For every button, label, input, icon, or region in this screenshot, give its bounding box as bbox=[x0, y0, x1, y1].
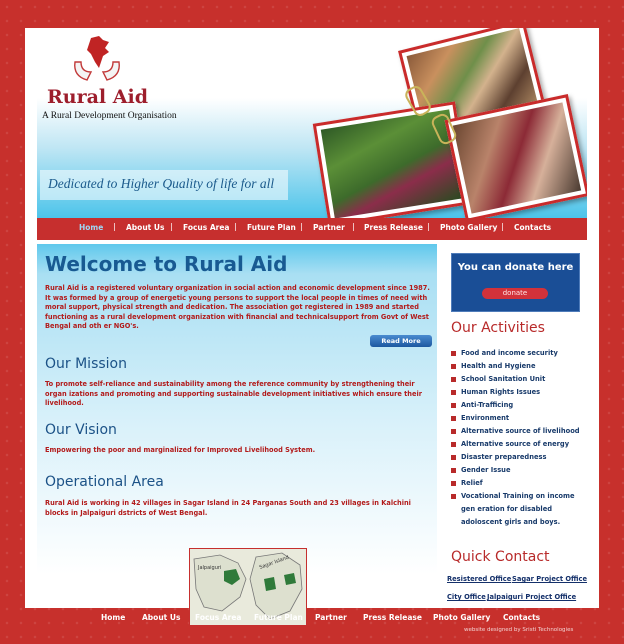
brand-subtitle: A Rural Development Organisation bbox=[42, 111, 177, 121]
tagline: Dedicated to Higher Quality of life for all bbox=[48, 176, 275, 191]
activity-item[interactable] bbox=[451, 490, 585, 529]
activity-label: Gender Issue bbox=[461, 466, 511, 474]
bullet-icon bbox=[451, 455, 456, 460]
nav-separator: | bbox=[352, 222, 355, 231]
vision-text: Empowering the poor and marginalized for Improved Livelihood System. bbox=[45, 446, 316, 454]
bullet-icon bbox=[451, 429, 456, 434]
activity-label: Human Rights Issues bbox=[461, 388, 541, 396]
city-office-link[interactable]: City Office bbox=[447, 593, 486, 601]
mission-text: To promote self-reliance and sustainability among the reference community by strengthening their organ izations and promoting and supporting sustainable development initiatives which ensure their livelihood. bbox=[45, 380, 422, 408]
vision-title: Our Vision bbox=[45, 422, 117, 438]
tagline-banner bbox=[40, 170, 288, 200]
activity-item[interactable] bbox=[451, 477, 585, 490]
sidebar bbox=[445, 244, 587, 608]
activity-label: Anti-Trafficing bbox=[461, 401, 514, 409]
activity-item[interactable] bbox=[451, 386, 585, 399]
main-content bbox=[37, 244, 437, 608]
brand-title[interactable]: Rural Aid bbox=[47, 86, 149, 108]
activity-label: Food and income security bbox=[461, 349, 558, 357]
designer-credit: website designed by Sristi Technologies bbox=[464, 627, 574, 633]
sagar-project-office-link[interactable]: Sagar Project Office bbox=[512, 575, 588, 583]
activity-item[interactable] bbox=[451, 360, 585, 373]
activities-list bbox=[451, 347, 585, 529]
footer-nav-photo-gallery[interactable]: Photo Gallery bbox=[433, 613, 491, 622]
bullet-icon bbox=[451, 390, 456, 395]
map-label: Sagar Island bbox=[258, 554, 290, 571]
footer-nav-about-us[interactable]: About Us bbox=[142, 613, 181, 622]
nav-separator: | bbox=[427, 222, 430, 231]
header bbox=[37, 28, 587, 218]
nav-focus-area[interactable]: Focus Area bbox=[183, 223, 230, 232]
nav-separator: | bbox=[300, 222, 303, 231]
nav-home[interactable]: Home bbox=[79, 223, 104, 232]
donate-title: You can donate here bbox=[457, 262, 574, 273]
nav-separator: | bbox=[501, 222, 504, 231]
activity-item[interactable] bbox=[451, 347, 585, 360]
activity-item[interactable] bbox=[451, 399, 585, 412]
activity-item[interactable] bbox=[451, 425, 585, 438]
activity-label: Environment bbox=[461, 414, 510, 422]
registered-office-link[interactable]: Resistered Office bbox=[447, 575, 512, 583]
bullet-icon bbox=[451, 351, 456, 356]
activity-label: Relief bbox=[461, 479, 483, 487]
operational-area-title: Operational Area bbox=[45, 474, 164, 490]
activity-label: Alternative source of energy bbox=[461, 440, 570, 448]
nav-separator: | bbox=[234, 222, 237, 231]
activity-label: Alternative source of livelihood bbox=[461, 427, 580, 435]
footer-nav-press-release[interactable]: Press Release bbox=[363, 613, 422, 622]
activity-item[interactable] bbox=[451, 464, 585, 477]
bullet-icon bbox=[451, 364, 456, 369]
bullet-icon bbox=[451, 377, 456, 382]
bullet-icon bbox=[451, 403, 456, 408]
nav-partner[interactable]: Partner bbox=[313, 223, 345, 232]
welcome-text: Rural Aid is a registered voluntary organization in social action and economic development since 1987. It was formed by a group of energetic young persons to support the local people in times of need with moral support, physical strength and dedication. The association got registered in 1989 and started functioning as a rural development organization with financial and technicalsupport from Govt of West Bengal and oth er NGO's. bbox=[45, 284, 430, 331]
activity-label: Vocational Training on income gen eration for disabled adoloscent girls and boys. bbox=[461, 492, 575, 526]
read-more-button[interactable]: Read More bbox=[370, 335, 432, 347]
map-label: Jalpaiguri bbox=[198, 565, 222, 571]
logo-icon bbox=[69, 32, 125, 84]
footer-nav-contacts[interactable]: Contacts bbox=[503, 613, 541, 622]
nav-press-release[interactable]: Press Release bbox=[364, 223, 423, 232]
nav-about-us[interactable]: About Us bbox=[126, 223, 165, 232]
operational-area-text: Rural Aid is working in 42 villages in Sagar Island in 24 Parganas South and 23 villages in Kalchini blocks in Jalpaiguri dstricts of West Bengal. bbox=[45, 499, 411, 517]
nav-contacts[interactable]: Contacts bbox=[514, 223, 552, 232]
top-nav bbox=[37, 218, 587, 240]
bullet-icon bbox=[451, 442, 456, 447]
donate-button[interactable]: donate bbox=[482, 288, 548, 299]
nav-separator: | bbox=[170, 222, 173, 231]
footer-nav-home[interactable]: Home bbox=[101, 613, 126, 622]
quick-contact-title: Quick Contact bbox=[451, 549, 550, 565]
mission-title: Our Mission bbox=[45, 356, 127, 372]
activity-item[interactable] bbox=[451, 412, 585, 425]
page-container bbox=[25, 28, 599, 608]
nav-future-plan[interactable]: Future Plan bbox=[247, 223, 296, 232]
donate-box bbox=[451, 253, 580, 312]
nav-photo-gallery[interactable]: Photo Gallery bbox=[440, 223, 498, 232]
jalpaiguri-project-office-link[interactable]: Jalpaiguri Project Office bbox=[487, 593, 577, 601]
activity-item[interactable] bbox=[451, 451, 585, 464]
footer-nav-partner[interactable]: Partner bbox=[315, 613, 347, 622]
bullet-icon bbox=[451, 468, 456, 473]
bullet-icon bbox=[451, 416, 456, 421]
footer-nav-focus-area[interactable]: Focus Area bbox=[195, 613, 242, 622]
activity-item[interactable] bbox=[451, 438, 585, 451]
activities-title: Our Activities bbox=[451, 320, 545, 336]
activity-label: Health and Hygiene bbox=[461, 362, 536, 370]
bullet-icon bbox=[451, 481, 456, 486]
nav-separator: | bbox=[113, 222, 116, 231]
welcome-title: Welcome to Rural Aid bbox=[45, 252, 288, 276]
activity-label: Disaster preparedness bbox=[461, 453, 547, 461]
activity-item[interactable] bbox=[451, 373, 585, 386]
activity-label: School Sanitation Unit bbox=[461, 375, 546, 383]
footer-nav-future-plan[interactable]: Future Plan bbox=[254, 613, 303, 622]
bullet-icon bbox=[451, 494, 456, 499]
